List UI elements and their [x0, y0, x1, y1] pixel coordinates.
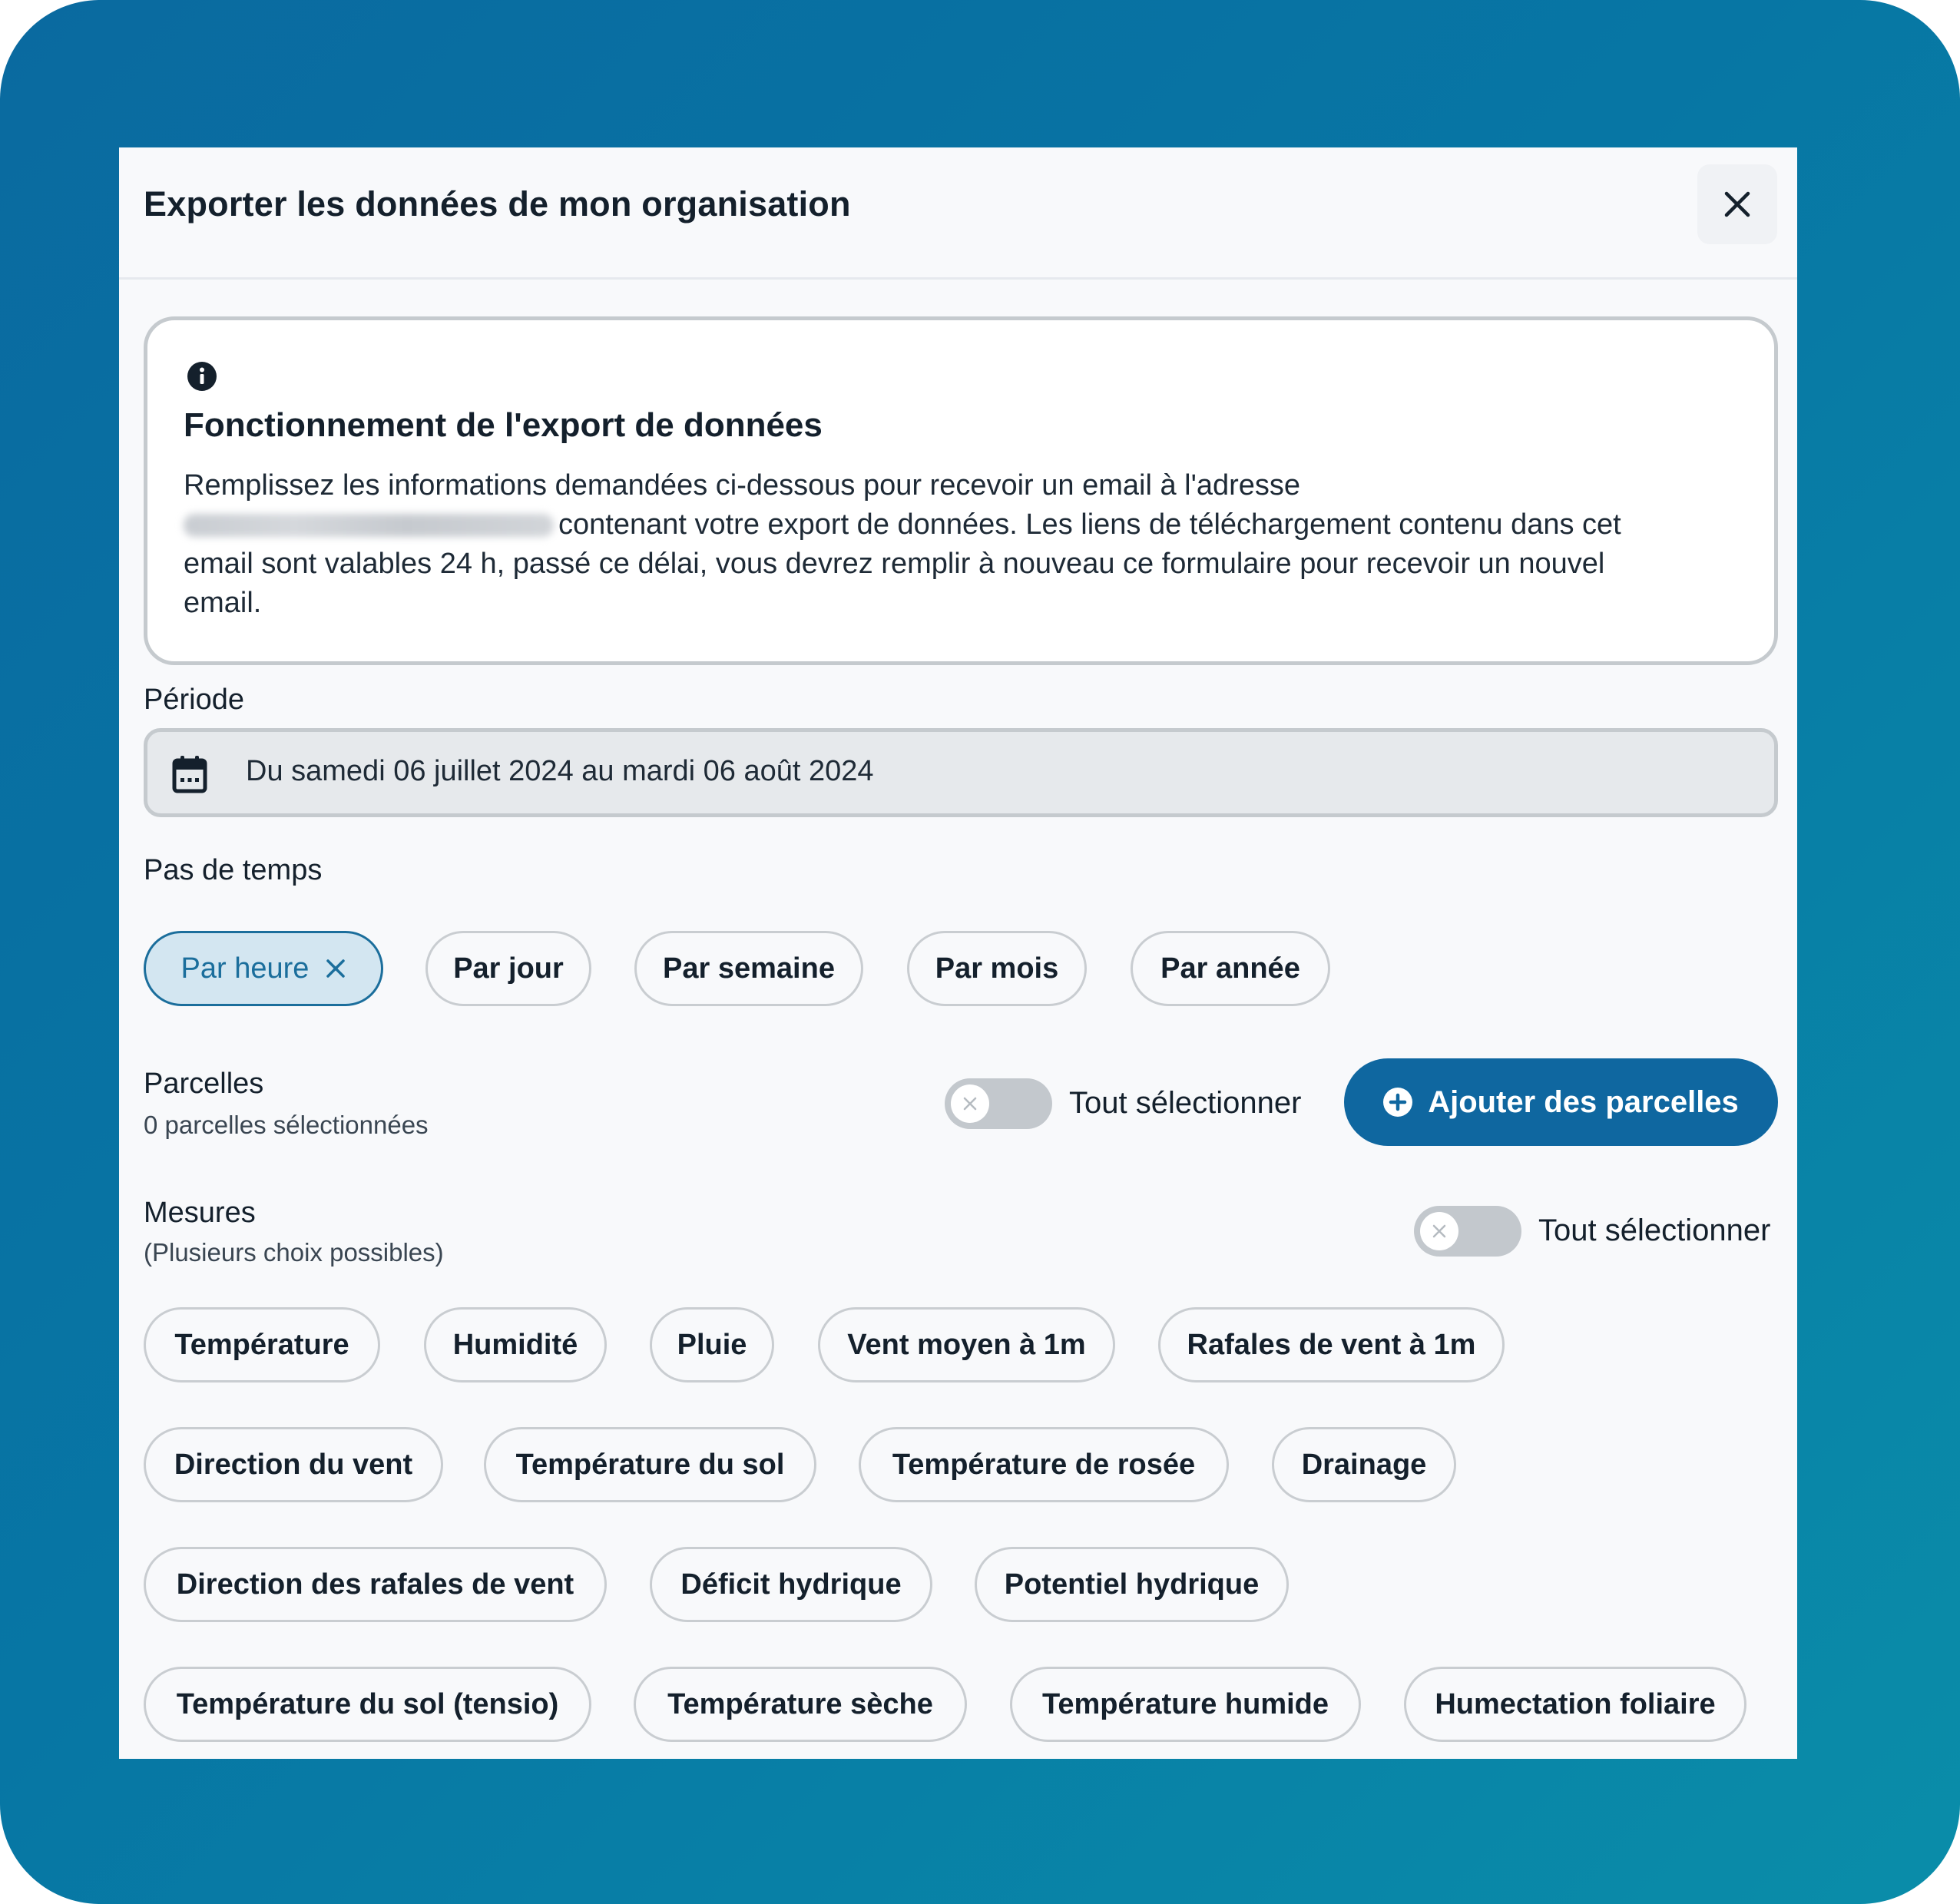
- chip-direction-rafales[interactable]: [144, 1547, 607, 1622]
- calendar-icon: [172, 755, 207, 793]
- chip-label: Par semaine: [663, 952, 835, 985]
- chip-label: Potentiel hydrique: [1004, 1568, 1260, 1601]
- chip-label: Direction des rafales de vent: [176, 1568, 574, 1601]
- chip-label: Rafales de vent à 1m: [1187, 1328, 1476, 1361]
- close-icon: [1432, 1224, 1447, 1239]
- chip-label: Température humide: [1041, 1687, 1329, 1720]
- chip-temperature-rosee[interactable]: [859, 1427, 1229, 1502]
- chip-label: Par jour: [453, 952, 564, 985]
- modal-header: [119, 147, 1797, 280]
- periode-label: Période: [144, 684, 244, 716]
- info-icon: [187, 362, 217, 391]
- redacted-email: [184, 514, 554, 537]
- info-line-2: contenant votre export de données. Les liens de téléchargement contenu dans cet: [558, 508, 1621, 541]
- parcelles-select-all-toggle[interactable]: [945, 1078, 1052, 1129]
- chip-label: Humidité: [452, 1328, 578, 1361]
- chip-label: Déficit hydrique: [680, 1568, 902, 1601]
- chip-label: Humectation foliaire: [1435, 1687, 1716, 1720]
- chip-pluie[interactable]: [650, 1307, 774, 1382]
- chip-label: Drainage: [1301, 1448, 1427, 1481]
- parcelles-label: Parcelles: [144, 1068, 264, 1100]
- chip-par-jour[interactable]: [425, 931, 591, 1006]
- chip-deficit-hydrique[interactable]: [650, 1547, 932, 1622]
- info-title: Fonctionnement de l'export de données: [184, 406, 823, 444]
- chip-label: Température sèche: [667, 1687, 933, 1720]
- chip-label: Par mois: [935, 952, 1059, 985]
- chip-label: Température de rosée: [892, 1448, 1196, 1481]
- close-icon: [962, 1096, 978, 1111]
- chip-label: Direction du vent: [174, 1448, 413, 1481]
- chip-label: Par heure: [180, 952, 310, 985]
- chip-temperature-sol[interactable]: [484, 1427, 816, 1502]
- mesures-select-all-label[interactable]: Tout sélectionner: [1538, 1214, 1771, 1247]
- chip-humectation-foliaire[interactable]: [1404, 1667, 1746, 1742]
- info-text: [184, 466, 1750, 623]
- chip-label: Température: [174, 1328, 349, 1361]
- chip-potentiel-hydrique[interactable]: [975, 1547, 1289, 1622]
- chip-temperature-seche[interactable]: [634, 1667, 967, 1742]
- chip-label: Vent moyen à 1m: [847, 1328, 1086, 1361]
- chip-par-heure[interactable]: [144, 931, 383, 1006]
- info-line-3: email sont valables 24 h, passé ce délai, vous devrez remplir à nouveau ce formulaire pour recevoir un nouvel: [184, 548, 1605, 580]
- chip-temperature[interactable]: [144, 1307, 380, 1382]
- modal-title: Exporter les données de mon organisation: [144, 184, 851, 224]
- chip-label: Température du sol (tensio): [176, 1687, 559, 1720]
- mesures-select-all-toggle[interactable]: [1414, 1206, 1521, 1257]
- info-line-1: Remplissez les informations demandées ci-dessous pour recevoir un email à l'adresse: [184, 469, 1301, 502]
- chip-temperature-humide[interactable]: [1010, 1667, 1361, 1742]
- chip-drainage[interactable]: [1272, 1427, 1456, 1502]
- mesures-hint: (Plusieurs choix possibles): [144, 1238, 444, 1267]
- chip-par-mois[interactable]: [907, 931, 1087, 1006]
- pas-de-temps-label: Pas de temps: [144, 854, 323, 886]
- chip-vent-moyen[interactable]: [818, 1307, 1115, 1382]
- date-range-value: Du samedi 06 juillet 2024 au mardi 06 août 2024: [246, 755, 874, 787]
- chip-humidite[interactable]: [424, 1307, 607, 1382]
- chip-par-annee[interactable]: [1131, 931, 1330, 1006]
- chip-rafales-vent[interactable]: [1158, 1307, 1505, 1382]
- chip-label: Pluie: [677, 1328, 747, 1361]
- date-range-field[interactable]: [144, 728, 1778, 817]
- close-icon: [1723, 190, 1752, 219]
- toggle-knob: [951, 1084, 989, 1123]
- close-button[interactable]: [1697, 164, 1777, 244]
- close-icon[interactable]: [326, 959, 346, 978]
- add-parcelles-label: Ajouter des parcelles: [1428, 1084, 1739, 1119]
- chip-label: Température du sol: [515, 1448, 785, 1481]
- chip-direction-vent[interactable]: [144, 1427, 443, 1502]
- chip-temperature-sol-tensio[interactable]: [144, 1667, 591, 1742]
- chip-label: Par année: [1160, 952, 1300, 985]
- mesures-label: Mesures: [144, 1197, 256, 1229]
- parcelles-count: 0 parcelles sélectionnées: [144, 1111, 429, 1139]
- info-box: [144, 316, 1778, 665]
- add-parcelles-button[interactable]: [1344, 1058, 1778, 1146]
- toggle-knob: [1420, 1212, 1458, 1250]
- chip-par-semaine[interactable]: [634, 931, 863, 1006]
- info-line-4: email.: [184, 587, 262, 619]
- export-modal: [119, 147, 1797, 1759]
- plus-circle-icon: [1383, 1088, 1412, 1117]
- parcelles-select-all-label[interactable]: Tout sélectionner: [1069, 1086, 1302, 1120]
